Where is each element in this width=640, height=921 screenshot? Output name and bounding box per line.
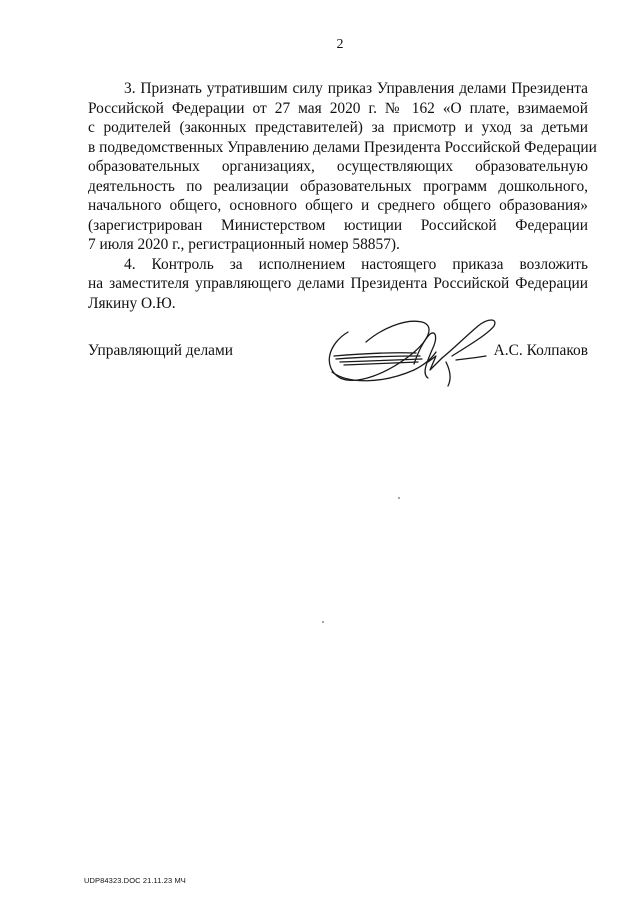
text-line: 3. Признать утратившим силу приказ Управления делами Президента <box>124 80 588 97</box>
signatory-position: Управляющий делами <box>88 342 233 359</box>
scan-speck <box>398 497 400 499</box>
text-line: с родителей (законных представителей) за присмотр и уход за детьми <box>88 119 588 136</box>
text-line: начального общего, основного общего и среднего общего образования» <box>88 197 588 214</box>
text-line: деятельность по реализации образовательных программ дошкольного, <box>88 177 588 195</box>
handwritten-signature <box>318 312 503 392</box>
document-code: UDP84323.DOC 21.11.23 МЧ <box>84 876 186 885</box>
paragraph-item-4 <box>88 255 588 314</box>
text-line: Российской Федерации от 27 мая 2020 г. № 162 «О плате, взимаемой <box>88 99 588 117</box>
scan-speck <box>322 621 324 623</box>
signatory-name: А.С. Колпаков <box>493 342 588 359</box>
text-line: на заместителя управляющего делами Президента Российской Федерации <box>88 275 588 292</box>
page-number: 2 <box>336 37 344 52</box>
text-line: 4. Контроль за исполнением настоящего приказа возложить <box>124 255 588 273</box>
text-line: в подведомственных Управлению делами Президента Российской Федерации <box>88 138 597 156</box>
text-line: Лякину О.Ю. <box>88 294 176 312</box>
text-line: 7 июля 2020 г., регистрационный номер 58857). <box>88 236 400 253</box>
document-body <box>88 79 597 313</box>
paragraph-item-3 <box>88 79 597 255</box>
text-line: (зарегистрирован Министерством юстиции Российской Федерации <box>88 216 588 234</box>
text-line: образовательных организациях, осуществляющих образовательную <box>88 158 588 175</box>
